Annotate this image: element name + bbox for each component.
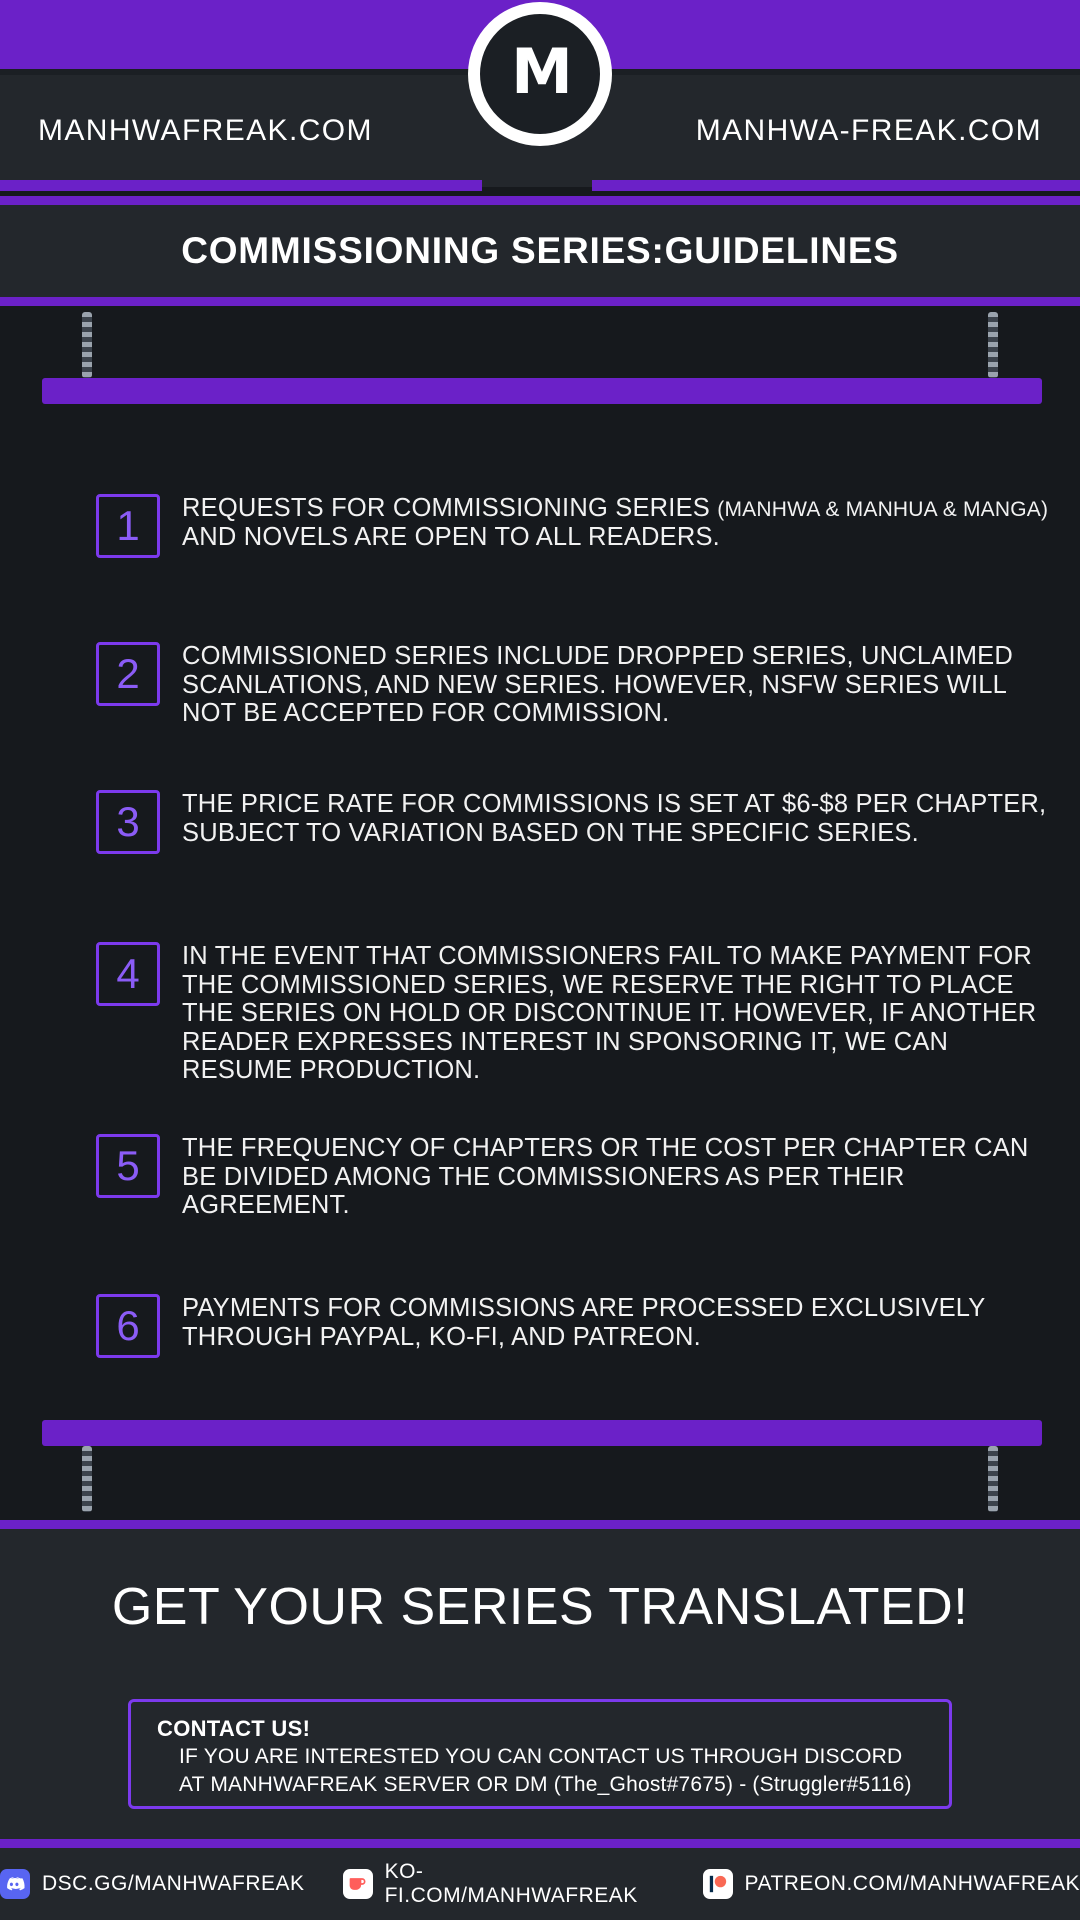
title-band	[0, 205, 1080, 297]
page-title-separator: :	[651, 230, 665, 271]
list-item	[96, 642, 1062, 728]
page-title-sub: GUIDELINES	[664, 230, 899, 271]
list-item	[96, 942, 1062, 1085]
title-rule-top	[0, 196, 1080, 205]
site-underbar-left	[0, 180, 482, 191]
social-link-discord[interactable]	[0, 1869, 305, 1899]
chain-right-bottom-icon	[988, 1446, 998, 1512]
site-underbar-right	[592, 180, 1080, 191]
title-rule-bottom	[0, 297, 1080, 306]
list-item-number: 1	[96, 494, 160, 558]
list-item-text: COMMISSIONED SERIES INCLUDE DROPPED SERIES, UNCLAIMED SCANLATIONS, AND NEW SERIES. HOWEVER, NSFW SERIES WILL NOT BE ACCEPTED FOR COMMISSION.	[182, 642, 1013, 728]
list-item-number: 6	[96, 1294, 160, 1358]
social-link-patreon[interactable]	[703, 1869, 1080, 1899]
list-item-number: 5	[96, 1134, 160, 1198]
list-item-number: 3	[96, 790, 160, 854]
chain-left-icon	[82, 312, 92, 378]
site-name-right: MANHWA-FREAK.COM	[695, 114, 1042, 147]
contact-box	[128, 1699, 952, 1809]
chain-right-icon	[988, 312, 998, 378]
patreon-icon	[703, 1869, 733, 1899]
list-item-text: THE FREQUENCY OF CHAPTERS OR THE COST PER CHAPTER CAN BE DIVIDED AMONG THE COMMISSIONERS AS PER THEIR AGREEMENT.	[182, 1134, 1029, 1220]
kofi-icon	[343, 1869, 373, 1899]
page-title	[181, 230, 899, 272]
social-link-kofi[interactable]	[343, 1860, 665, 1908]
page-title-main: COMMISSIONING SERIES	[181, 230, 652, 271]
logo-outer-ring	[468, 2, 612, 146]
discord-icon	[0, 1869, 30, 1899]
cta-heading: GET YOUR SERIES TRANSLATED!	[111, 1578, 969, 1636]
social-label-patreon: PATREON.COM/MANHWAFREAK	[744, 1872, 1080, 1895]
list-item-text-part-b: AND NOVELS ARE OPEN TO ALL READERS.	[182, 522, 720, 551]
list-item-text-note: (MANHWA & MANHUA & MANGA)	[717, 498, 1049, 521]
list-item-number: 4	[96, 942, 160, 1006]
list-item-text: THE PRICE RATE FOR COMMISSIONS IS SET AT $6-$8 PER CHAPTER, SUBJECT TO VARIATION BASED ON THE SPECIFIC SERIES.	[182, 790, 1047, 847]
list-item-text-part-a: REQUESTS FOR COMMISSIONING SERIES	[182, 494, 718, 522]
list-item	[96, 790, 1062, 854]
footer-panel	[0, 1529, 1080, 1839]
footer-rule-top	[0, 1520, 1080, 1529]
list-item	[96, 1134, 1062, 1220]
contact-line-2: AT MANHWAFREAK SERVER OR DM (The_Ghost#7675) - (Struggler#5116)	[179, 1773, 912, 1797]
social-label-kofi: KO-FI.COM/MANHWAFREAK	[384, 1860, 638, 1907]
social-label-discord: DSC.GG/MANHWAFREAK	[42, 1872, 305, 1895]
divider-bar-top	[42, 378, 1042, 404]
list-item	[96, 494, 1062, 558]
list-item-text: IN THE EVENT THAT COMMISSIONERS FAIL TO MAKE PAYMENT FOR THE COMMISSIONED SERIES, WE RESERVE THE RIGHT TO PLACE THE SERIES ON HOLD OR DISCONTINUE IT. HOWEVER, IF ANOTHER READER EXPRESSES INTEREST IN SPONSORING IT, WE CAN RESUME PRODUCTION.	[182, 942, 1037, 1085]
divider-bar-bottom	[42, 1420, 1042, 1446]
list-item	[96, 1294, 1062, 1358]
logo-monogram-icon: M	[511, 35, 569, 108]
list-item-text: PAYMENTS FOR COMMISSIONS ARE PROCESSED EXCLUSIVELY THROUGH PAYPAL, KO-FI, AND PATREON.	[182, 1294, 986, 1351]
social-bar	[0, 1848, 1080, 1920]
list-item-text	[182, 494, 1062, 551]
footer-rule-bottom	[0, 1839, 1080, 1848]
list-item-number: 2	[96, 642, 160, 706]
site-name-left: MANHWAFREAK.COM	[38, 114, 373, 147]
contact-title: CONTACT US!	[157, 1716, 311, 1741]
brand-logo	[468, 2, 612, 146]
logo-inner-disc	[477, 11, 603, 137]
contact-line-1: IF YOU ARE INTERESTED YOU CAN CONTACT US THROUGH DISCORD	[179, 1745, 903, 1768]
chain-left-bottom-icon	[82, 1446, 92, 1512]
